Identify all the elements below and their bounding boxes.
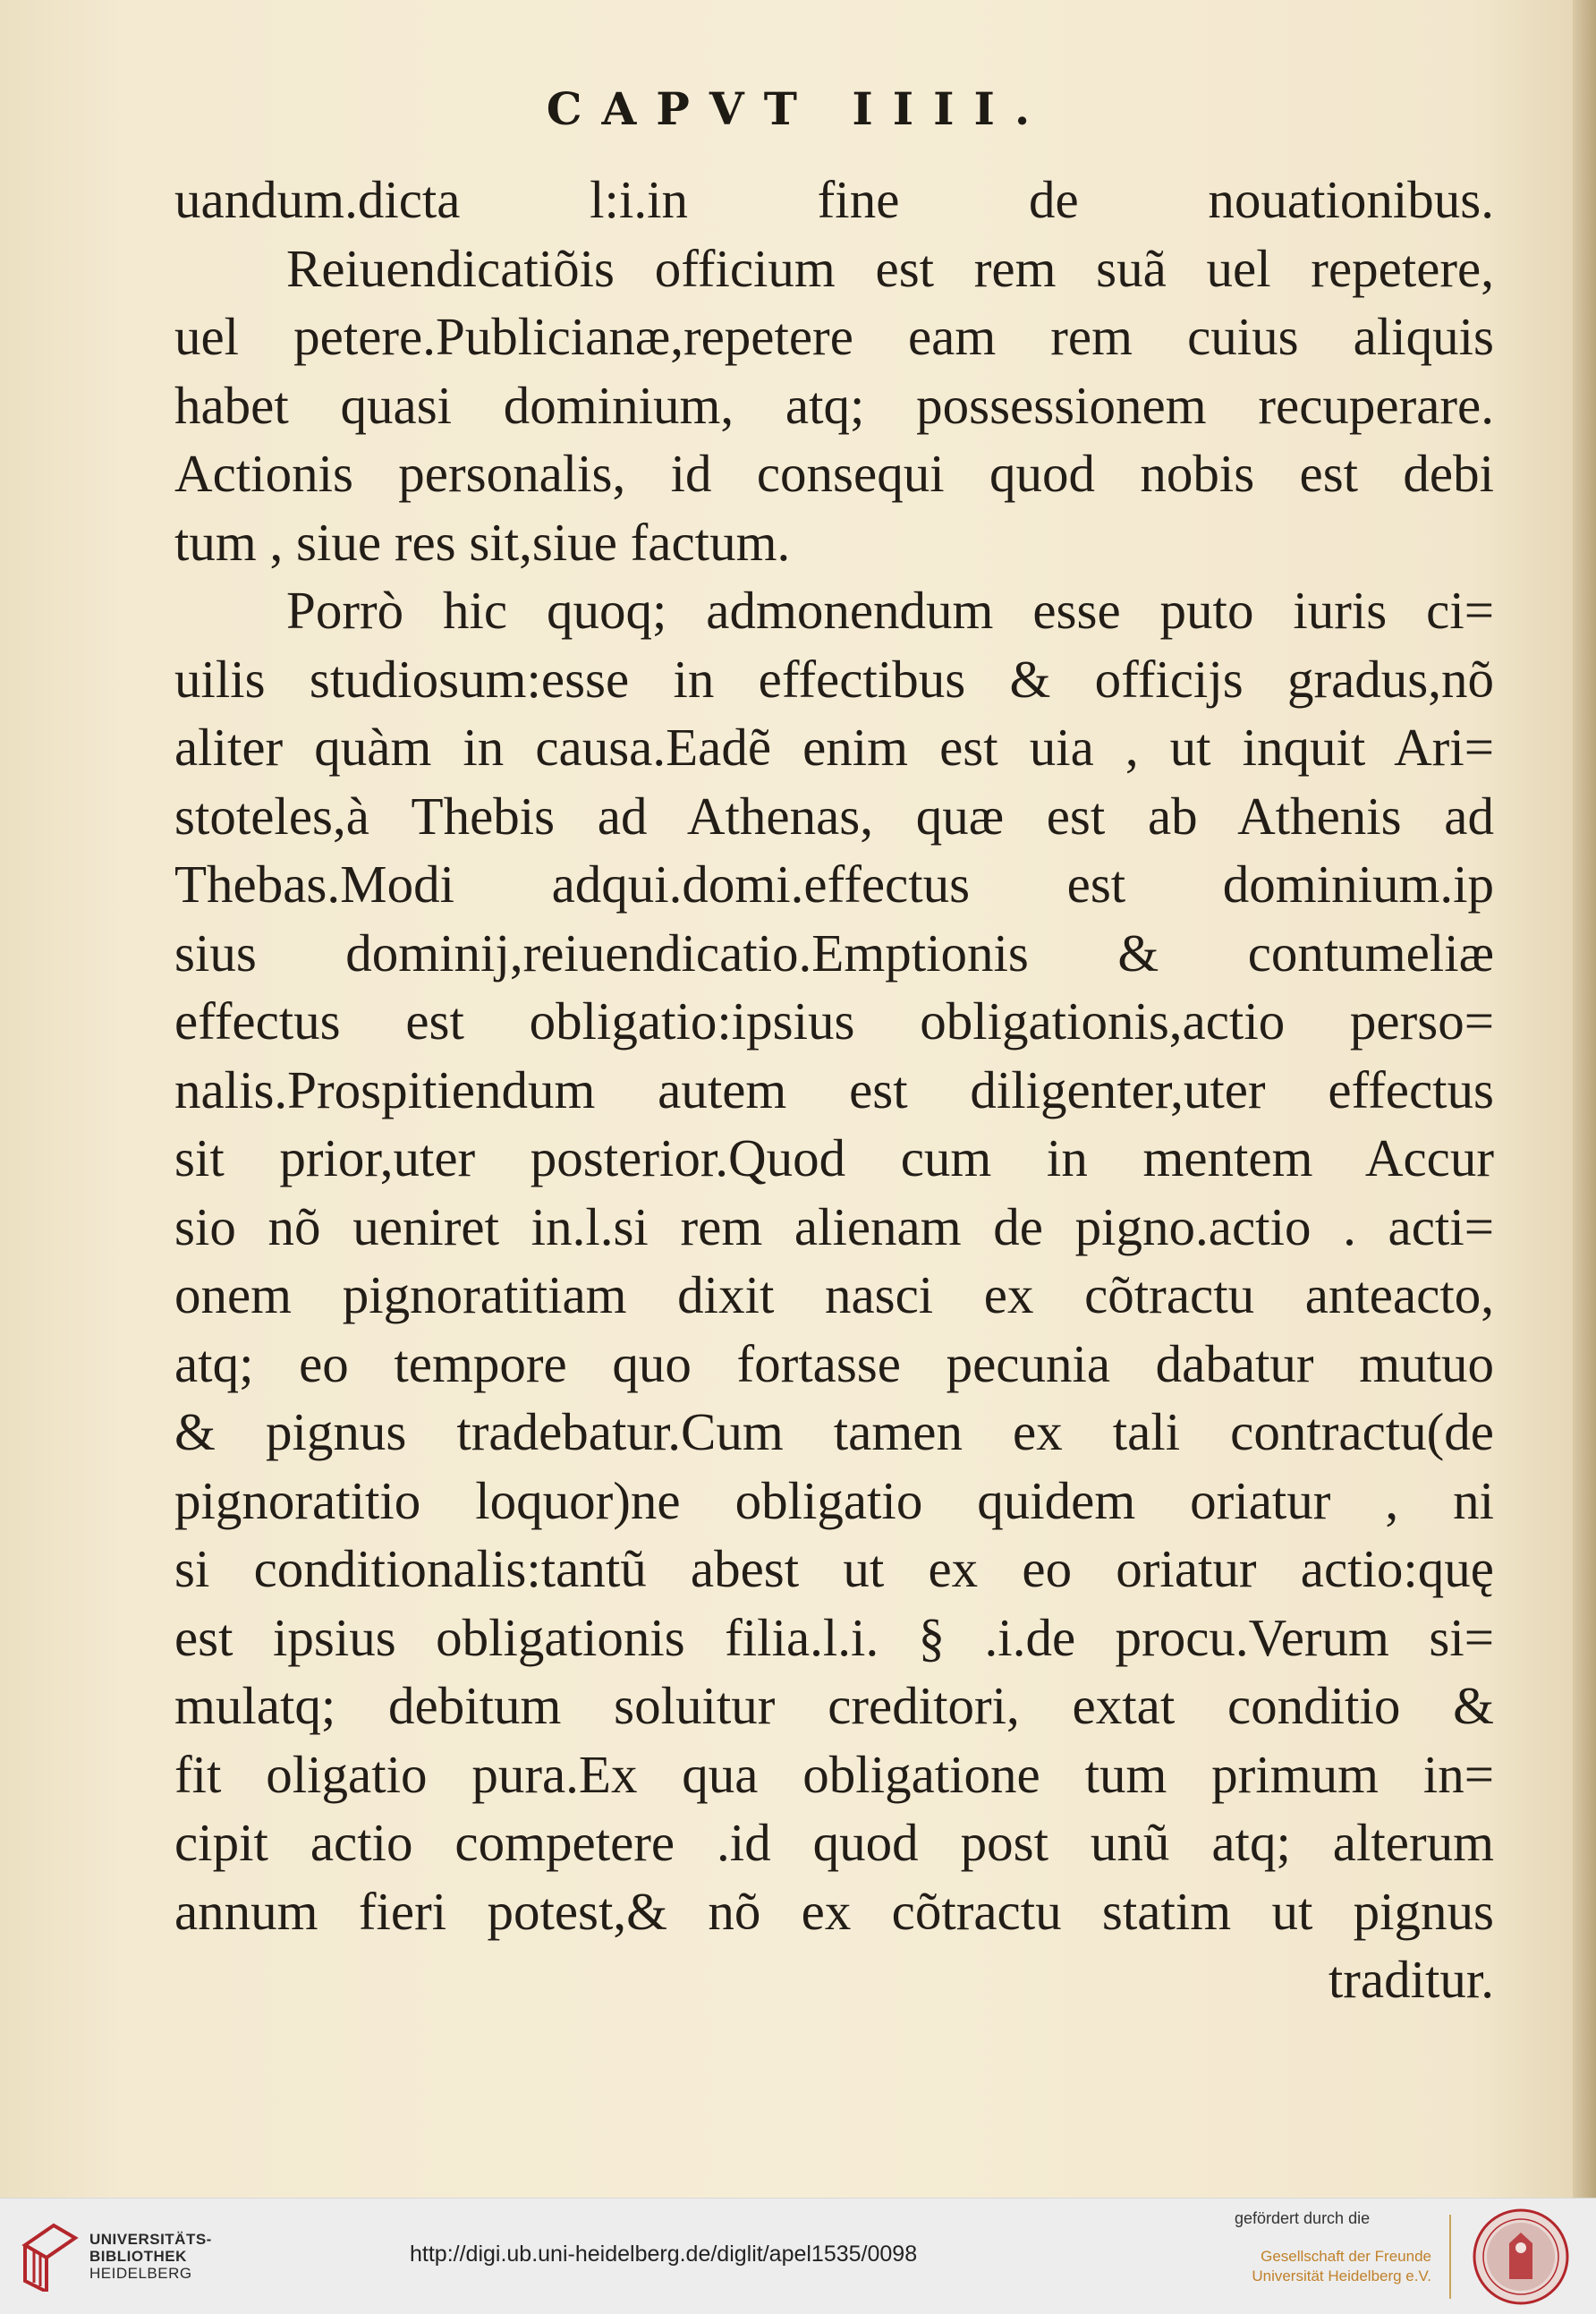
footer-divider [1449, 2215, 1451, 2299]
library-name [89, 2231, 212, 2282]
text-line: effectus est obligatio:ipsius obligationis,actio perso= [174, 991, 1494, 1051]
footer-bar [0, 2198, 1596, 2314]
text-line: onem pignoratitiam dixit nasci ex cõtractu anteacto, [174, 1265, 1494, 1324]
text-line: habet quasi dominium, atq; possessionem recuperare. [174, 375, 1494, 435]
sponsor-name[interactable] [1252, 2247, 1431, 2286]
text-line: sit prior,uter posterior.Quod cum in mentem Accur [174, 1128, 1494, 1187]
sponsor-name-line: Universität Heidelberg e.V. [1252, 2267, 1431, 2284]
text-line: mulatq; debitum soluitur creditori, extat conditio & [174, 1676, 1494, 1735]
university-seal-icon[interactable] [1472, 2208, 1570, 2306]
text-line: uilis studiosum:esse in effectibus & officijs gradus,nõ [174, 649, 1494, 709]
text-line: tum , siue res sit,siue factum. [174, 512, 791, 572]
text-line: Porrò hic quoq; admonendum esse puto iuris ci= [286, 581, 1494, 640]
text-line: traditur. [1328, 1950, 1494, 2009]
text-line: cipit actio competere .id quod post unũ atq; alterum [174, 1813, 1494, 1872]
page-edge [1573, 0, 1596, 2198]
text-line: atq; eo tempore quo fortasse pecunia dabatur mutuo [174, 1333, 1494, 1393]
text-line: pignoratitio loquor)ne obligatio quidem oriatur , ni [174, 1470, 1494, 1530]
sponsor-name-line: Gesellschaft der Freunde [1261, 2248, 1431, 2265]
body-text [174, 166, 1494, 2014]
text-line: nalis.Prospitiendum autem est diligenter,uter effectus [174, 1059, 1494, 1119]
text-line: uel petere.Publicianæ,repetere eam rem cuius aliquis [174, 307, 1494, 366]
ub-heidelberg-logo-icon[interactable] [18, 2218, 82, 2292]
text-line: sius dominij,reiuendicatio.Emptionis & contumeliæ [174, 923, 1494, 983]
text-line: aliter quàm in causa.Eadẽ enim est uia , ut inquit Ari= [174, 718, 1494, 777]
text-line: sio nõ ueniret in.l.si rem alienam de pigno.actio . acti= [174, 1196, 1494, 1256]
text-line: stoteles,à Thebis ad Athenas, quæ est ab Athenis ad [174, 786, 1494, 846]
text-line: Reiuendicatiõis officium est rem suã uel repetere, [286, 238, 1494, 298]
text-line: Actionis personalis, id consequi quod nobis est debi [174, 444, 1494, 503]
text-line: si conditionalis:tantũ abest ut ex eo oriatur actio:quę [174, 1539, 1494, 1598]
text-line: fit oligatio pura.Ex qua obligatione tum primum in= [174, 1744, 1494, 1804]
text-line: & pignus tradebatur.Cum tamen ex tali contractu(de [174, 1402, 1494, 1461]
text-line: est ipsius obligationis filia.l.i. § .i.de procu.Verum si= [174, 1607, 1494, 1667]
library-name-line: HEIDELBERG [89, 2265, 192, 2282]
permalink-url[interactable]: http://digi.ub.uni-heidelberg.de/diglit/apel1535/0098 [410, 2242, 918, 2267]
running-head: CAPVT IIII. [546, 82, 1050, 135]
sponsor-label: gefördert durch die [1235, 2209, 1371, 2227]
library-name-line: BIBLIOTHEK [89, 2248, 187, 2265]
text-line: Thebas.Modi adqui.domi.effectus est dominium.ip [174, 855, 1494, 914]
text-line: annum fieri potest,& nõ ex cõtractu statim ut pignus [174, 1881, 1494, 1941]
library-name-line: UNIVERSITÄTS- [89, 2231, 212, 2248]
text-line: uandum.dicta l:i.in fine de nouationibus. [174, 170, 1494, 229]
